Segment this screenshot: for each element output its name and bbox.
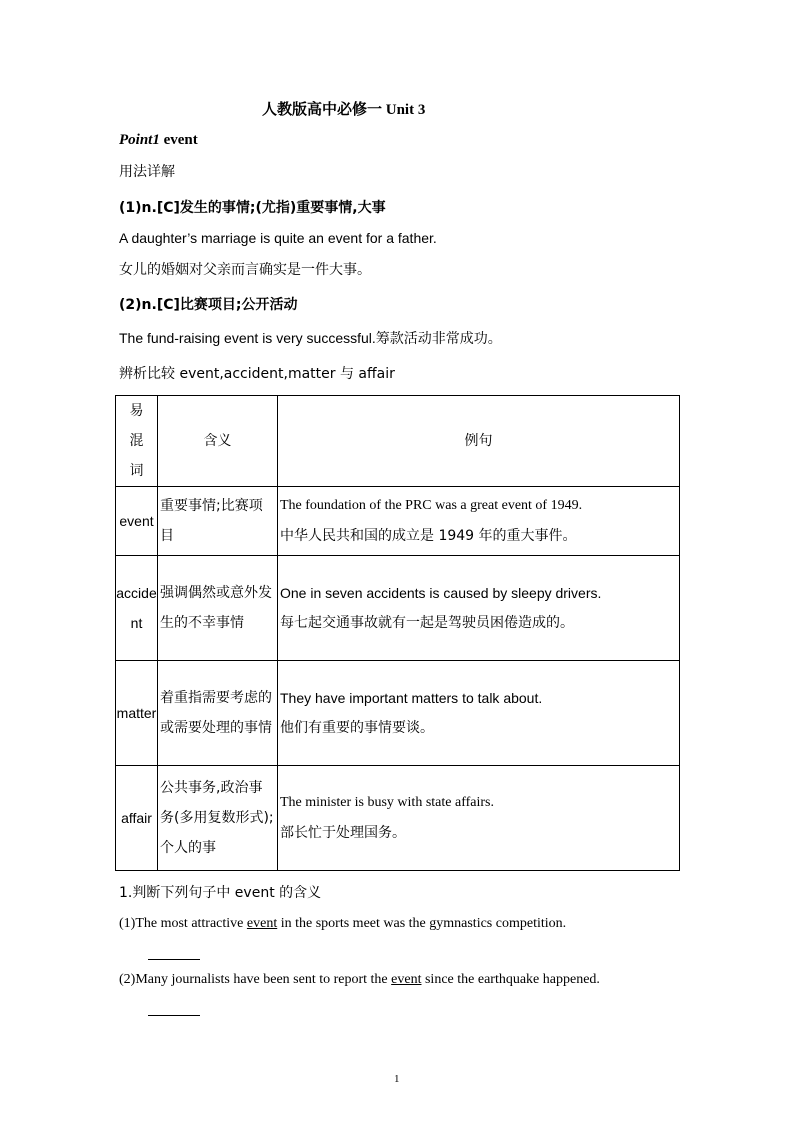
row-meaning: 重要事情;比赛项目: [158, 487, 278, 556]
table-row: [116, 766, 680, 871]
sense1-heading: (1)n.[C]发生的事情;(尤指)重要事情,大事: [119, 200, 386, 216]
row-example: [278, 661, 680, 766]
q2-after: since the earthquake happened.: [421, 972, 600, 987]
header-meaning: 含义: [158, 396, 278, 487]
row-example-zh: 每七起交通事故就有一起是驾驶员困倦造成的。: [280, 615, 574, 631]
q2-keyword: event: [391, 972, 422, 987]
exercise-question-1: [119, 916, 566, 932]
row-example-zh: 部长忙于处理国务。: [280, 825, 406, 841]
row-meaning: 强调偶然或意外发生的不幸事情: [158, 556, 278, 661]
answer-blank-1[interactable]: [148, 959, 200, 960]
header-word: 易混词: [116, 396, 158, 487]
table-row: [116, 556, 680, 661]
q2-before: (2)Many journalists have been sent to report the: [119, 972, 392, 987]
row-example-zh: 中华人民共和国的成立是 1949 年的重大事件。: [280, 528, 577, 544]
row-example: [278, 487, 680, 556]
page-number: 1: [394, 1073, 400, 1085]
answer-blank-2[interactable]: [148, 1015, 200, 1016]
sense2-example: The fund-raising event is very successful.筹款活动非常成功。: [119, 330, 502, 346]
exercise-heading: 1.判断下列句子中 event 的含义: [119, 885, 322, 901]
row-example-en: The foundation of the PRC was a great event of 1949.: [280, 498, 583, 513]
point-word: event: [159, 132, 198, 148]
table-row: [116, 661, 680, 766]
row-word: matter: [116, 661, 158, 766]
exercise-question-2: [119, 972, 600, 988]
row-example-en: The minister is busy with state affairs.: [280, 795, 494, 810]
sense1-example-en: A daughter’s marriage is quite an event for a father.: [119, 230, 437, 246]
row-meaning: 着重指需要考虑的或需要处理的事情: [158, 661, 278, 766]
table-header-row: [116, 396, 680, 487]
row-word: accident: [116, 556, 158, 661]
point-heading: [119, 132, 198, 149]
row-word: event: [116, 487, 158, 556]
table-row: [116, 487, 680, 556]
row-example-zh: 他们有重要的事情要谈。: [280, 720, 434, 736]
row-example: [278, 556, 680, 661]
row-example-en: One in seven accidents is caused by sleepy drivers.: [280, 585, 602, 601]
sense1-example-zh: 女儿的婚姻对父亲而言确实是一件大事。: [119, 262, 371, 278]
point-label: Point1: [119, 132, 160, 148]
sense2-heading: (2)n.[C]比赛项目;公开活动: [119, 297, 298, 313]
compare-heading: 辨析比较 event,accident,matter 与 affair: [119, 366, 395, 382]
page-title: 人教版高中必修一 Unit 3: [262, 102, 426, 118]
row-word: affair: [116, 766, 158, 871]
comparison-table: [115, 395, 680, 871]
q1-after: in the sports meet was the gymnastics competition.: [277, 916, 567, 931]
usage-heading: 用法详解: [119, 164, 175, 180]
q1-keyword: event: [246, 916, 278, 931]
header-example: 例句: [278, 396, 680, 487]
q1-before: (1)The most attractive: [119, 916, 247, 931]
row-example: [278, 766, 680, 871]
row-example-en: They have important matters to talk about.: [280, 690, 543, 706]
row-meaning: 公共事务,政治事务(多用复数形式);个人的事: [158, 766, 278, 871]
